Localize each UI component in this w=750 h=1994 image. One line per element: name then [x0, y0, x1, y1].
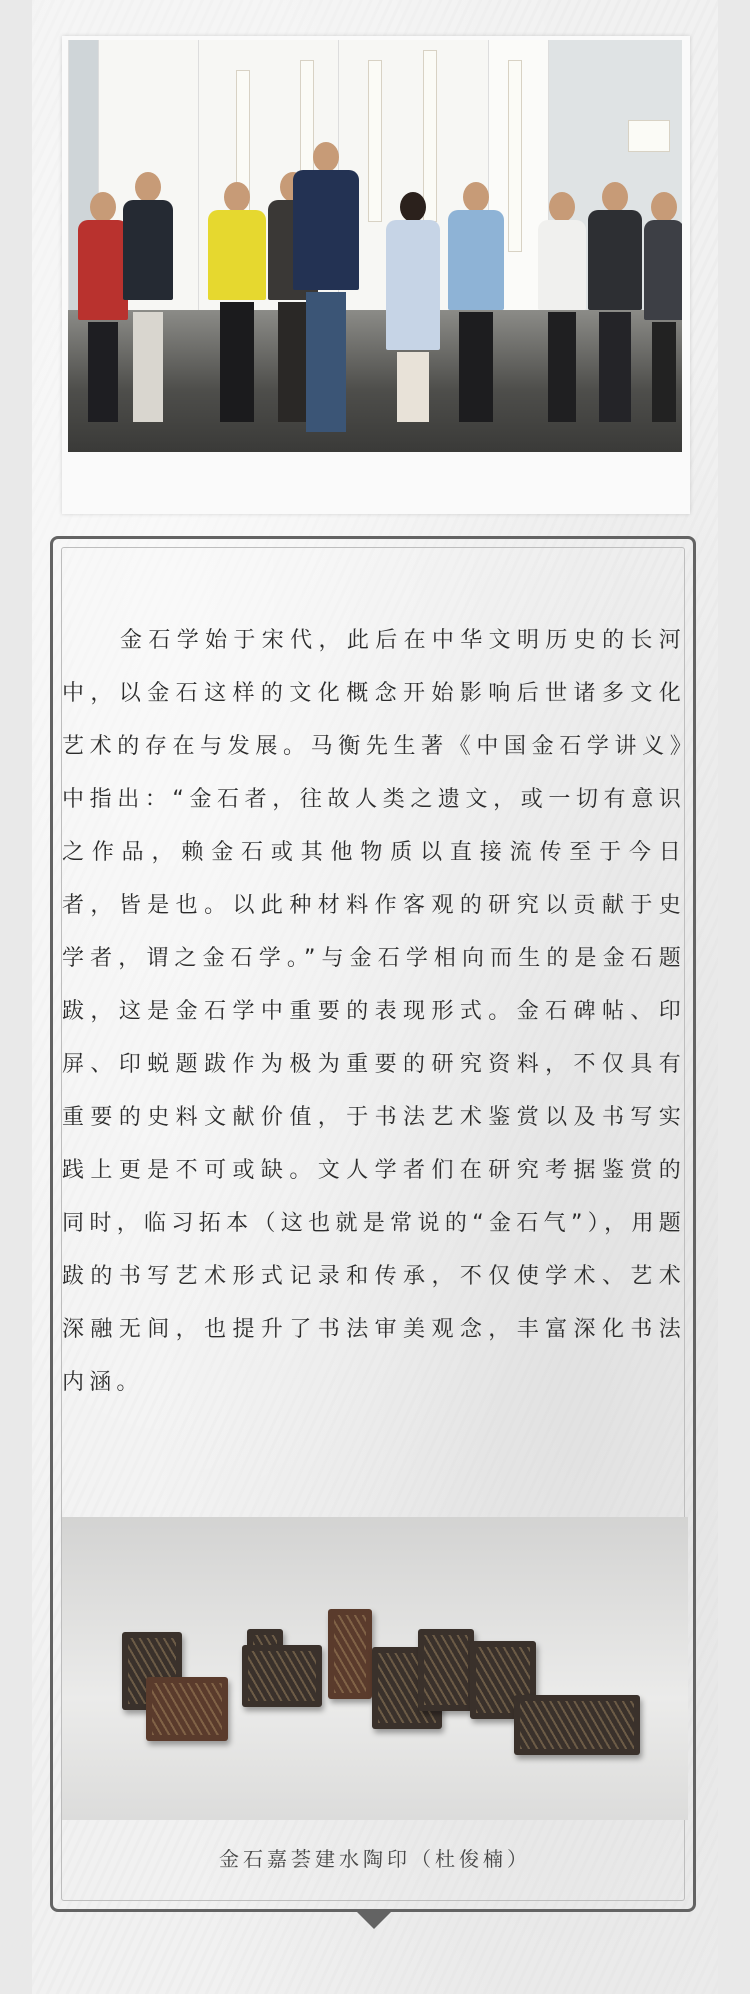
pottery-seals-photo: [62, 1517, 688, 1820]
photo-caption: 金石嘉荟建水陶印（杜俊楠）: [219, 1847, 531, 1871]
article-paragraph: 金石学始于宋代，此后在中华文明历史的长河中，以金石这样的文化概念开始影响后世诸多文化艺术的存在与发展。马衡先生著《中国金石学讲义》中指出：“金石者，往故人类之遗文，或一切有意识之作品，赖金石或其他物质以直接流传至于今日者，皆是也。以此种材料作客观的研究以贡献于史学者，谓之金石学。”与金石学相向而生的是金石题跋，这是金石学中重要的表现形式。金石碑帖、印屏、印蜕题跋作为极为重要的研究资料，不仅具有重要的史料文献价值，于书法艺术鉴赏以及书写实践上更是不可或缺。文人学者们在研究考据鉴赏的同时，临习拓本（这也就是常说的“金石气”），用题跋的书写艺术形式记录和传承，不仅使学术、艺术深融无间，也提升了书法审美观念，丰富深化书法内涵。: [62, 628, 686, 1395]
exhibition-opening-photo: [68, 40, 682, 452]
down-pointer-icon: [356, 1911, 392, 1929]
